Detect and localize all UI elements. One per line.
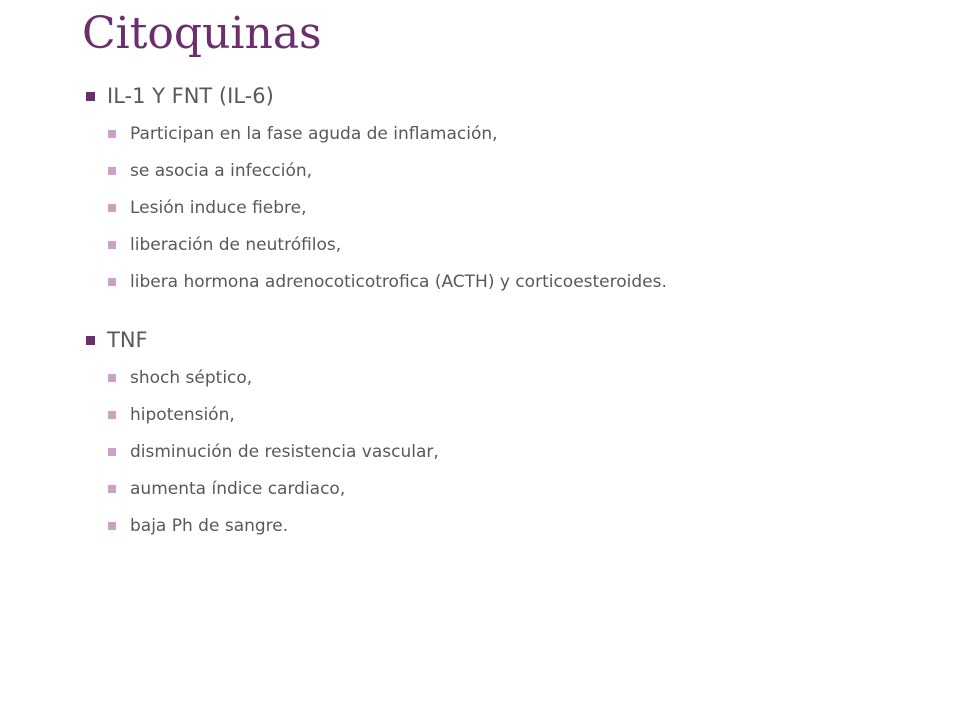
list-item [108,226,667,263]
square-bullet-icon [108,485,116,493]
list-item-text: shoch séptico, [130,367,253,388]
list-item [108,152,667,189]
list-item-text: Lesión induce fiebre, [130,197,307,218]
sub-list [86,115,667,300]
square-bullet-icon [108,278,116,286]
list-item [108,263,667,300]
list-item-text: se asocia a infección, [130,160,313,181]
square-bullet-icon [108,374,116,382]
square-bullet-icon [108,204,116,212]
slide-title: Citoquinas [82,8,322,59]
square-bullet-icon [108,411,116,419]
list-item-text: libera hormona adrenocoticotrofica (ACTH) y corticoesteroides. [130,271,667,292]
list-item [108,470,439,507]
square-bullet-icon [108,167,116,175]
list-item [108,396,439,433]
square-bullet-icon [108,130,116,138]
square-bullet-icon [108,448,116,456]
square-bullet-icon [108,241,116,249]
section-heading: TNF [107,328,148,352]
sub-list [86,359,439,544]
list-item-text: disminución de resistencia vascular, [130,441,439,462]
square-bullet-icon [86,336,95,345]
list-item-text: hipotensión, [130,404,235,425]
list-item [108,507,439,544]
list-item [108,433,439,470]
section-tnf [86,322,439,544]
list-item [108,359,439,396]
section-il1-fnt [86,78,667,300]
list-item-text: baja Ph de sangre. [130,515,289,536]
section-heading: IL-1 Y FNT (IL-6) [107,84,274,108]
bullet-level1 [86,322,439,358]
square-bullet-icon [108,522,116,530]
list-item-text: aumenta índice cardiaco, [130,478,346,499]
list-item [108,189,667,226]
list-item-text: Participan en la fase aguda de inflamación, [130,123,498,144]
square-bullet-icon [86,92,95,101]
bullet-level1 [86,78,667,114]
list-item [108,115,667,152]
list-item-text: liberación de neutrófilos, [130,234,342,255]
